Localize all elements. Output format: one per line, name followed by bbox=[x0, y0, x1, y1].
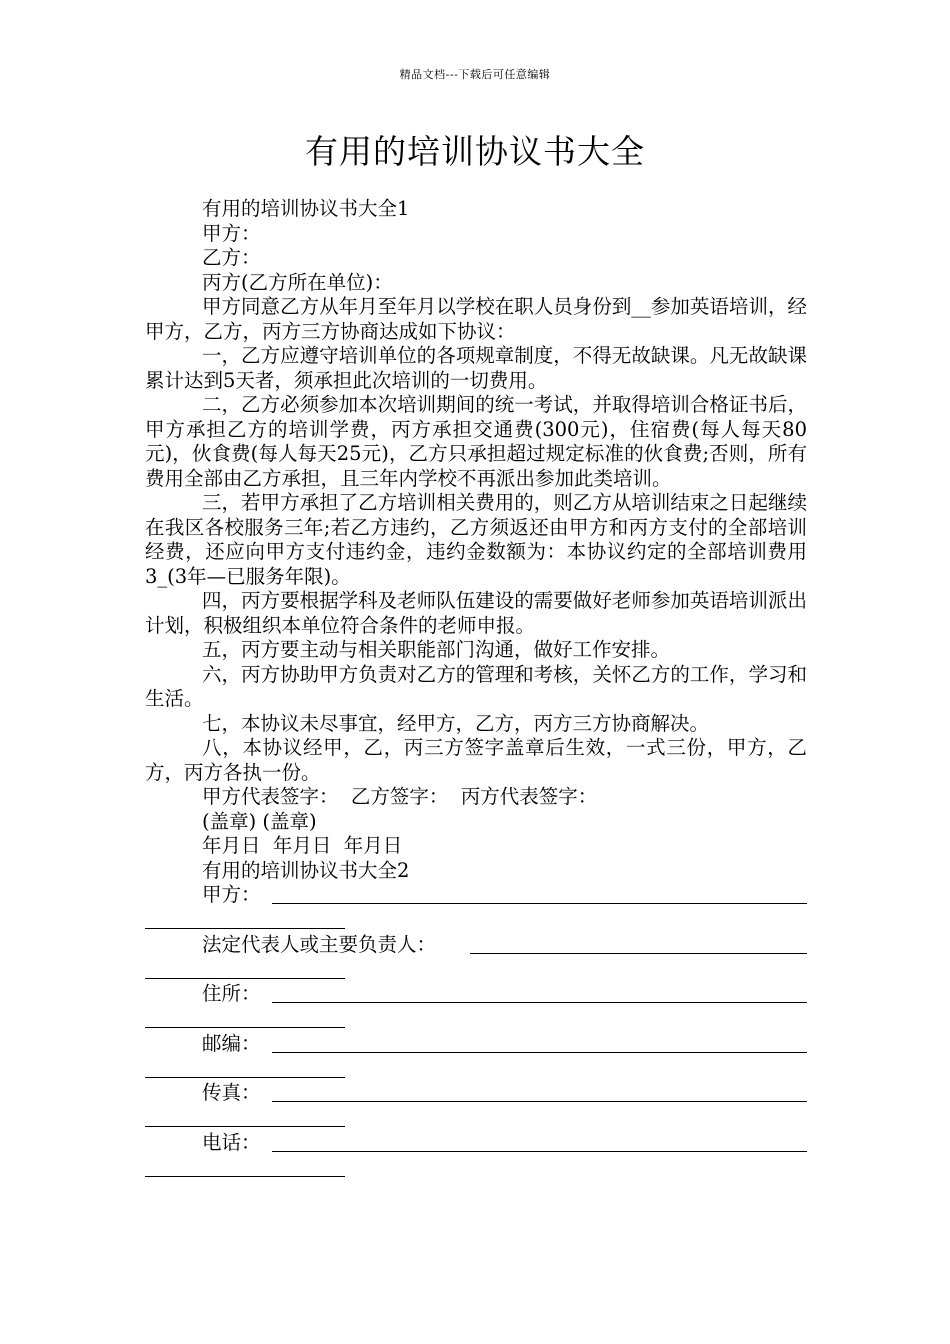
party-a-label: 甲方： bbox=[202, 221, 261, 245]
party-c-label: 丙方(乙方所在单位)： bbox=[202, 270, 393, 294]
fill-in-line-continued bbox=[145, 1077, 345, 1078]
clause-3: 三，若甲方承担了乙方培训相关费用的，则乙方从培训结束之日起继续在我区各校服务三年;若乙方违约，乙方须返还由甲方和丙方支付的全部培训经费，还应向甲方支付违约金，违约金数额为：本协议约定的全部培训费用3_(3年—已服务年限)。 bbox=[145, 491, 807, 588]
clause-4: 四，丙方要根据学科及老师队伍建设的需要做好老师参加英语培训派出计划，积极组织本单位符合条件的老师申报。 bbox=[145, 589, 807, 637]
clause-7: 七，本协议未尽事宜，经甲方，乙方，丙方三方协商解决。 bbox=[202, 711, 710, 735]
form-field-fax bbox=[145, 1081, 807, 1106]
clause-2: 二，乙方必须参加本次培训期间的统一考试，并取得培训合格证书后，甲方承担乙方的培训学费，丙方承担交通费(300元)，住宿费(每人每天80元)，伙食费(每人每天25元)，乙方只承担超过规定标准的伙食费;否则，所有费用全部由乙方承担，且三年内学校不再派出参加此类培训。 bbox=[145, 393, 807, 490]
date-line: 年月日 年月日 年月日 bbox=[202, 834, 403, 857]
signature-line: 甲方代表签字： 乙方签字： 丙方代表签字： bbox=[202, 785, 598, 808]
document-title: 有用的培训协议书大全 bbox=[305, 132, 645, 171]
form-field-party-a bbox=[145, 883, 807, 908]
fill-in-line bbox=[272, 903, 807, 904]
clause-1: 一，乙方应遵守培训单位的各项规章制度，不得无故缺课。凡无故缺课累计达到5天者，须承担此次培训的一切费用。 bbox=[145, 344, 807, 392]
section2-heading: 有用的培训协议书大全2 bbox=[202, 858, 410, 882]
page-header: 精品文档---下载后可任意编辑 bbox=[399, 68, 551, 81]
clause-6: 六，丙方协助甲方负责对乙方的管理和考核，关怀乙方的工作，学习和生活。 bbox=[145, 662, 807, 710]
fill-in-line-continued bbox=[145, 1027, 345, 1028]
fill-in-line bbox=[470, 953, 807, 954]
clause-5: 五，丙方要主动与相关职能部门沟通，做好工作安排。 bbox=[202, 638, 671, 661]
form-field-address bbox=[145, 982, 807, 1007]
field-label: 传真： bbox=[202, 1081, 261, 1104]
field-label: 甲方： bbox=[202, 883, 261, 906]
agreement-intro: 甲方同意乙方从年月至年月以学校在职人员身份到__参加英语培训，经甲方，乙方，丙方三方协商达成如下协议： bbox=[145, 295, 807, 343]
fill-in-line-continued bbox=[145, 1126, 345, 1127]
fill-in-line bbox=[272, 1002, 807, 1003]
field-label: 电话： bbox=[202, 1130, 261, 1154]
fill-in-line-continued bbox=[145, 1176, 345, 1177]
fill-in-line bbox=[272, 1151, 807, 1152]
fill-in-line bbox=[272, 1101, 807, 1102]
form-field-legal-representative bbox=[145, 933, 807, 958]
form-field-phone bbox=[145, 1131, 807, 1156]
document-body bbox=[145, 197, 807, 1180]
field-label: 住所： bbox=[202, 982, 261, 1005]
seal-line: (盖章) (盖章) bbox=[202, 809, 317, 833]
field-label: 法定代表人或主要负责人： bbox=[202, 932, 437, 956]
fill-in-line-continued bbox=[145, 928, 345, 929]
fill-in-line bbox=[272, 1052, 807, 1053]
field-label: 邮编： bbox=[202, 1031, 261, 1055]
form-field-postcode bbox=[145, 1032, 807, 1057]
fill-in-line-continued bbox=[145, 978, 345, 979]
party-b-label: 乙方： bbox=[202, 246, 261, 269]
section1-heading: 有用的培训协议书大全1 bbox=[202, 197, 410, 220]
clause-8: 八，本协议经甲，乙，丙三方签字盖章后生效，一式三份，甲方，乙方，丙方各执一份。 bbox=[145, 736, 807, 784]
